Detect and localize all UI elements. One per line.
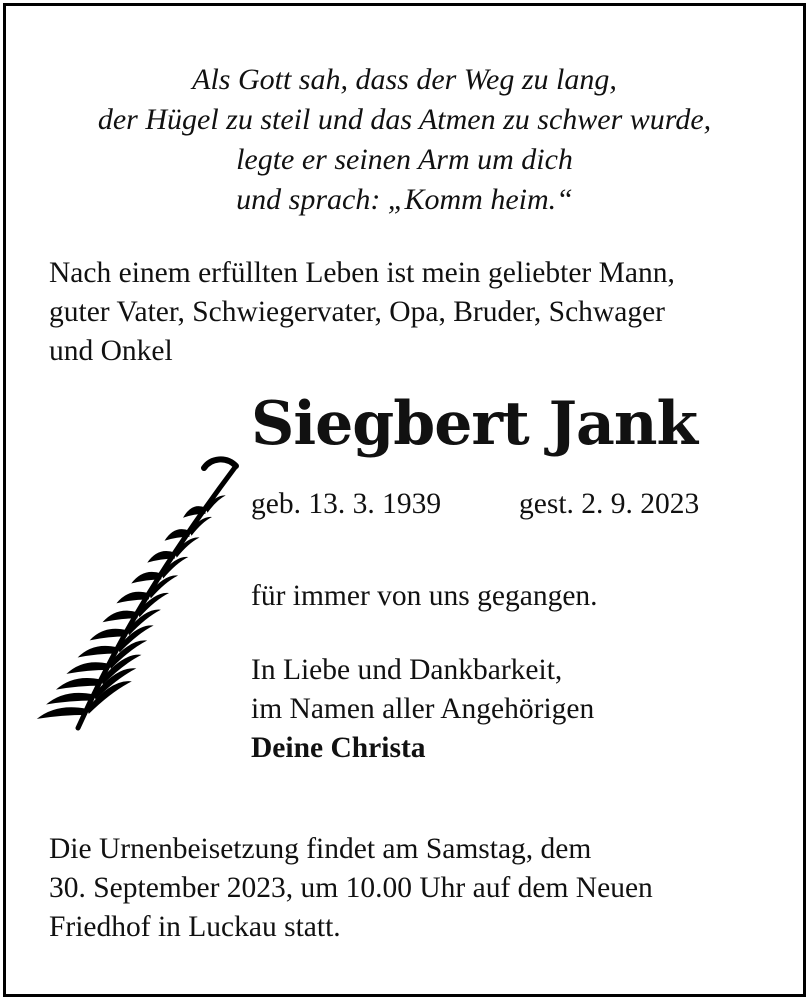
- poem-line: Als Gott sah, dass der Weg zu lang,: [192, 63, 617, 96]
- poem: [6, 60, 803, 220]
- burial-line: Die Urnenbeisetzung findet am Samstag, dem: [49, 833, 592, 865]
- intro-text: [49, 254, 789, 371]
- leaf-frond: [46, 693, 94, 705]
- poem-line: der Hügel zu steil und das Atmen zu schwer wurde,: [97, 103, 712, 136]
- closing-line: In Liebe und Dankbarkeit,: [251, 654, 563, 686]
- palm-leaf-icon: [36, 446, 251, 736]
- intro-line: Nach einem erfüllten Leben ist mein geliebter Mann,: [49, 257, 675, 289]
- death-date: gest. 2. 9. 2023: [519, 488, 700, 520]
- passed-away-text: für immer von uns gegangen.: [251, 580, 598, 612]
- birth-date: geb. 13. 3. 1939: [251, 488, 442, 520]
- closing-block: [251, 651, 594, 768]
- burial-line: Friedhof in Luckau statt.: [49, 911, 341, 943]
- obituary-notice: [3, 3, 806, 997]
- burial-info: [49, 830, 789, 947]
- signature: Deine Christa: [251, 732, 426, 764]
- deceased-name: Siegbert Jank: [251, 389, 698, 459]
- intro-line: guter Vater, Schwiegervater, Opa, Bruder, Schwager: [49, 296, 665, 328]
- leaf-frond: [37, 707, 87, 719]
- closing-line: im Namen aller Angehörigen: [251, 693, 595, 725]
- poem-line: legte er seinen Arm um dich: [236, 143, 573, 176]
- burial-line: 30. September 2023, um 10.00 Uhr auf dem Neuen: [49, 872, 653, 904]
- poem-line: und sprach: „Komm heim.“: [236, 183, 573, 216]
- intro-line: und Onkel: [49, 335, 173, 367]
